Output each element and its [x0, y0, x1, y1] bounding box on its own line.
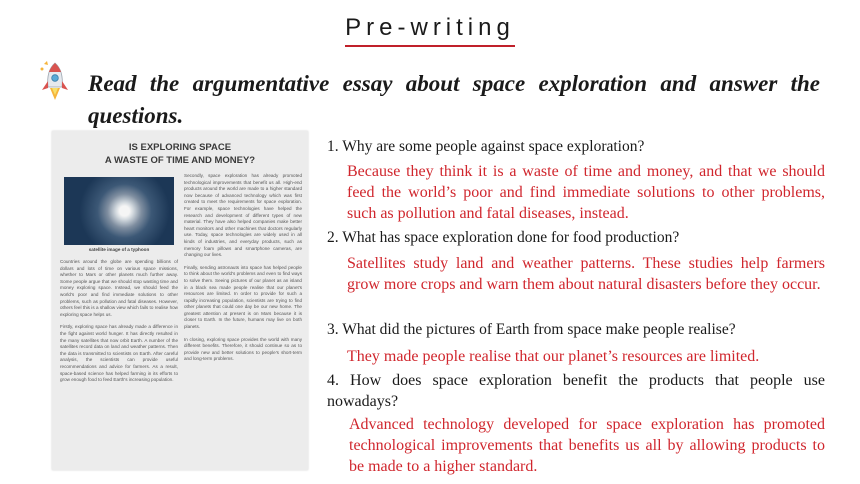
article-title: IS EXPLORING SPACE A WASTE OF TIME AND MONEY?	[104, 142, 256, 166]
article-paragraph: Countries around the globe are spending billions of dollars and lots of time on various space missions, whether to Mars or other planets much further away. Some people argue that we should stop wasting time and money exploring space. Instead, we should feed the world's poor and find immediate solutions to other problems, such as pollution and fatal diseases. However, others feel this is a shallow view which fails to realise how exploring space helps us.	[60, 259, 178, 317]
article-paragraph: Firstly, exploring space has already made a difference in the fight against world hunger. It has directly resulted in the many satellites that now orbit Earth. A number of the satellites record data on land and weather patterns. Then the data is transmitted to scientists on Earth. After careful analysis, the scientists can provide useful recommendations and advice for farmers. As a result, space-based science has helped farming in its efforts to grow enough food to feed Earth's increasing population.	[60, 324, 178, 383]
article-paragraph: Secondly, space exploration has already promoted technological improvements that benefit us all. High-end products around the world are made to a higher standard now because of advanced technology which was first created to meet the requirements for space exploration. For example, space technologies have helped the research and development of different types of new material. They have also helped companies make better heart monitors and other machines that doctors regularly use. Today, space technologies are widely used in all kinds of industries, and everyday products, such as memory foam pillows and smartphone cameras, are changing our lives.	[184, 173, 302, 258]
qa-item-3	[327, 319, 825, 367]
qa-item-2	[327, 227, 825, 295]
answer: Because they think it is a waste of time and money, and that we should feed the world’s poor and find immediate solutions to other problems, such as pollution and fatal diseases, instead.	[347, 163, 825, 222]
article-paragraph: In closing, exploring space provides the world with many different benefits. Therefore, it should continue so as to provide new and better solutions to people's short-term and long-term problems.	[184, 336, 302, 362]
article-right-column	[184, 173, 302, 369]
page-title: Pre-writing	[0, 14, 860, 47]
typhoon-satellite-image	[64, 177, 174, 245]
answer: Satellites study land and weather patterns. These studies help farmers grow more crops and warn them about natural disasters before they occur.	[347, 255, 825, 293]
question: 1. Why are some people against space exploration?	[327, 138, 645, 155]
article-left-column	[60, 259, 178, 390]
qa-item-4	[327, 370, 825, 477]
answer: They made people realise that our planet’s resources are limited.	[347, 348, 760, 365]
article-paragraph: Finally, sending astronauts into space has helped people to think about the world's problems and even to find ways to solve them. Seeing pictures of our planet as an island in a black sea made people realise that our planet's resources are limited. In order to provide for such a rapidly increasing population, scientists are trying to find other planets that could one day be our new home. The greatest attention at present is on Mars because it is closer to Earth. In the future, humans may live on both planets.	[184, 264, 302, 330]
image-caption: satellite image of a typhoon	[88, 247, 150, 252]
qa-item-1	[327, 136, 825, 224]
rocket-icon	[38, 60, 72, 104]
question: 3. What did the pictures of Earth from space make people realise?	[327, 321, 736, 338]
question: 2. What has space exploration done for food production?	[327, 229, 680, 246]
instruction-heading: Read the argumentative essay about space exploration and answer the	[88, 71, 820, 96]
essay-article-image	[52, 131, 308, 470]
question: 4. How does space exploration benefit the products that people use nowadays?	[327, 372, 825, 410]
answer: Advanced technology developed for space exploration has promoted technological improvements that benefits us all by allowing products to be made to a higher standard.	[349, 416, 825, 475]
instruction-heading-cont: questions.	[88, 103, 184, 128]
